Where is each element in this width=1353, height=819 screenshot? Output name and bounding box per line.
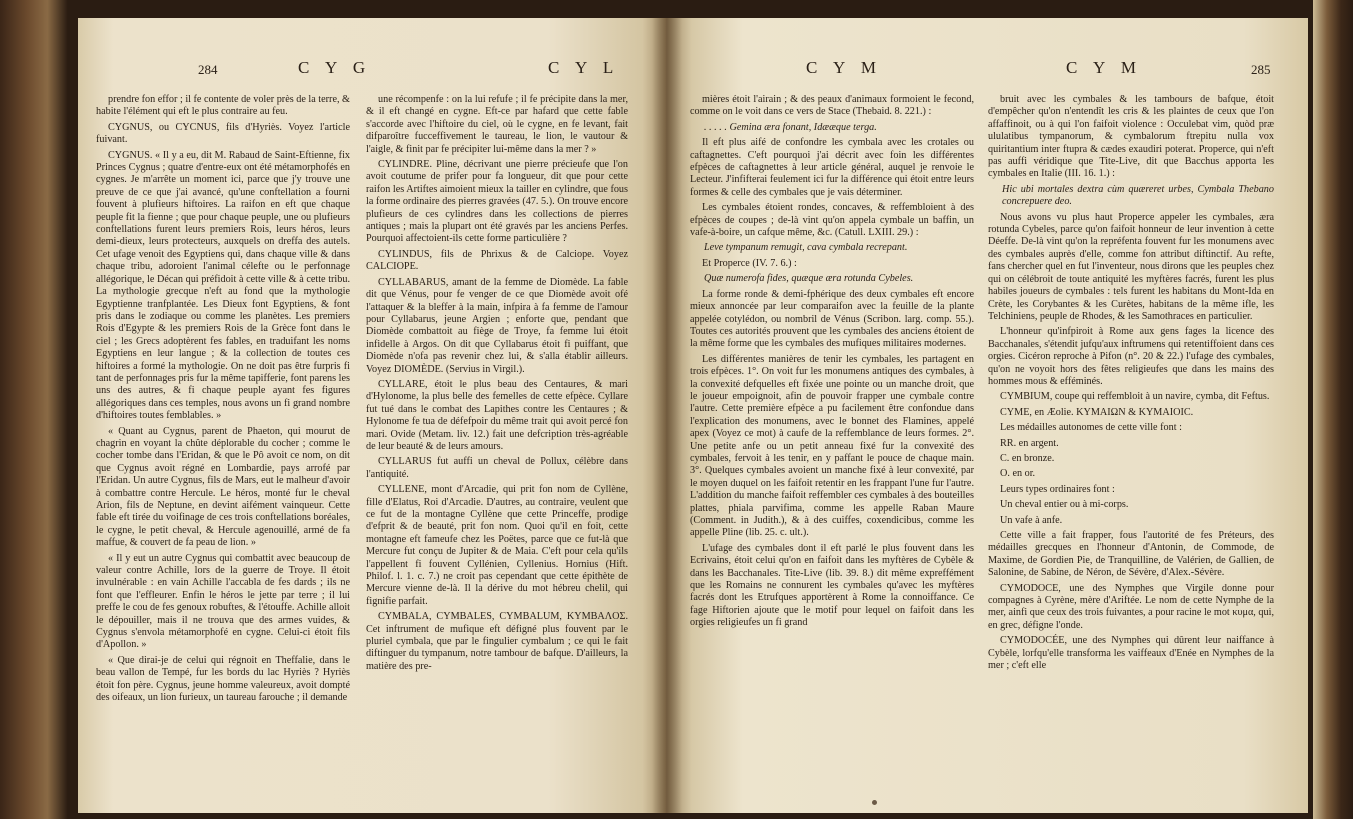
left-page: [78, 18, 666, 813]
left-page-column-2: [366, 94, 628, 806]
paragraph: Nous avons vu plus haut Properce appeler les cymbales, æra rotunda Cybeles, parce qu'on faifoit honneur de leur invention à cette Déeffe. De-là vint qu'on la repréfenta fouvent fur les monumens avec des cymbales auprès d'elle, comme fon attribut diftinctif. Au refte, fans chercher quel en fut l'inventeur, nous dirons que les peuples chez qui on célébroit de toute antiquité les myftères facrés, furent les plus habiles joueurs de cymbales : tels furent les habitans du Mont-Ida en Crète, les Corybantes & les Curètes, habitans de la même ifle, les Telchiniens, peuple de Rhodes, & les Samothraces en particulier.: [988, 211, 1274, 322]
paragraph: L'honneur qu'infpiroit à Rome aux gens fages la licence des Bacchanales, s'étendit jufqu'aux inftrumens qui retentiffoient dans ces orgies. Cicéron reproche à Pifon (n°. 20 & 22.) l'ufage des cymbales, qu'on ne voyoit hors des fêtes religieufes que dans les mains des hommes mous & efféminés.: [988, 326, 1274, 387]
paragraph: CYGNUS. « Il y a eu, dit M. Rabaud de Saint-Eftienne, fix Princes Cygnus ; quatre d'entre-eux ont été métamorphofés en cygnes. Je m'arrête un moment ici, parce que j'y trouve une preuve de ce que j'ai avancé, qu'une conftellation a fourni fouvent à plufieurs hiftoires. La raifon en eft que chaque peuple fit la fienne ; que pour chaque peuple, une ou plufieurs conftellations furent leurs premiers Rois, leurs héros, leurs demi-dieux, leurs protecteurs, auxquels on dreffa des autels. Cet ufage venoit des Egyptiens qui, dans chaque ville & dans chaque tribu, adoroient l'animal célefte ou le perfonnage allégorique, le Décan qui préfidoit à cette ville & à cette tribu. La mythologie grecque n'eft au fond que la mythologie Egyptienne tranfplantée. Les Dieux font Egyptiens, & font pris dans le zodiaque ou comme les planètes. Les premiers Rois d'Egypte & les premiers Rois de la Grèce font dans le ciel ; les Grecs adoptèrent fes fables, en traduifant les noms Egyptiens en leur langue ; & la collection de toutes ces hiftoires a formé la mythologie. On ne doit pas être furpris fi tant de perfonnages pris fur la même tapifferie, font parens les uns des autres, & fi chaque peuple ayant fes figures allégoriques dans ces temples, nous avons un fi grand nombre d'hiftoires toutes femblables. »: [96, 149, 350, 422]
paragraph: CYLINDRE. Pline, décrivant une pierre précieufe que l'on avoit coutume de prifer pour fa longueur, dit que pour cette raifon les Artiftes aimoient mieux la tailler en cylindre, que fous la forme ordinaire des pierres gravées (47. 5.). On trouve encore plufieurs de ces cylindres dans les collections de pierres antiques ; mais la plupart ont été gravés par les anciens Perfes. Pourquoi affectoient-ils cette forme particulière ?: [366, 159, 628, 245]
right-page: [666, 18, 1308, 813]
paragraph: bruit avec les cymbales & les tambours de bafque, étoit d'empêcher qu'on n'entendît les cris & les plaintes de ceux que l'on affaffinoit, ou à qui l'on faifoit violence : Occulebat vim, quòd præ ululatibus tympanorum, & cymbalorum ftrepitu nulla vox quiritantium inter ftupra & cædes exaudiri poterat. Properce, qui n'eft pas auffi véridique que Tite-Live, dit que Bacchus apporta les cymbales en Italie (III. 16. 1.) :: [988, 94, 1274, 180]
paragraph: CYMODOCÉE, une des Nymphes qui dûrent leur naiffance à Cybèle, lorfqu'elle transforma les vaiffeaux d'Enée en Nymphes de la mer ; c'eft elle: [988, 635, 1274, 672]
paragraph: Et Properce (IV. 7. 6.) :: [702, 257, 797, 269]
right-page-column-2: [988, 94, 1274, 806]
paragraph: CYLLARE, étoit le plus beau des Centaures, & mari d'Hylonome, la plus belle des femelles de cette efpèce. Cyllare fut tué dans le combat des Lapithes contre les Centaures ; & Hylonome fe tua de défefpoir du même trait qui avoit percé fon mari. Ovide (Metam. liv. 12.) fait une defcription très-agréable de leur beauté & de leurs amours.: [366, 378, 628, 452]
paragraph: CYLLENE, mont d'Arcadie, qui prit fon nom de Cyllène, fille d'Elatus, Roi d'Arcadie. D'autres, au contraire, veulent que ce fut de la montagne Cyllène que cette Princeffe, prodige d'efprit & de beauté, prit fon nom. Quoi qu'il en foit, cette montagne eft fameufe chez les Poëtes, parce que ce fut-là que Mercure fut conçu de Jupiter & de Maia. C'eft pour cela qu'ils l'appellent fi fouvent Cyllénien, Cyllenius. Hornius (Hift. Philof. l. 1. c. 7.) ne croit pas cependant que cette épithète de Mercure vienne de-là. Il la dérive du mot hébreu chelil, qui fignifie parfait.: [366, 484, 628, 607]
paragraph: Leurs types ordinaires font :: [1000, 483, 1115, 495]
paragraph: CYMBALA, CYMBALES, CYMBALUM, KYMBAΛOΣ. Cet inftrument de mufique eft défigné plus fouvent par le pluriel cymbala, que par le fingulier cymbalum ; ce qui le fait diftinguer du tympanum, notre tambour de bafque. D'ailleurs, la matière des pre-: [366, 611, 628, 672]
paragraph: C. en bronze.: [1000, 452, 1055, 464]
paragraph: CYLINDUS, fils de Phrixus & de Calciope. Voyez CALCIOPE.: [366, 248, 628, 273]
paragraph: CYMBIUM, coupe qui reffembloit à un navire, cymba, dit Feftus.: [1000, 391, 1270, 403]
paragraph: O. en or.: [1000, 468, 1036, 480]
running-head-right-1: C Y M: [806, 58, 882, 77]
running-head-left-2: C Y L: [548, 58, 620, 77]
paragraph: Un vafe à anfe.: [1000, 514, 1063, 526]
running-head-right-2: C Y M: [1066, 58, 1142, 77]
paragraph: Hic ubi mortales dextra cùm quæreret urbes, Cymbala Thebano concrepuere deo.: [1002, 183, 1274, 208]
paragraph: Les médailles autonomes de cette ville font :: [1000, 422, 1182, 434]
page-number-left: 284: [198, 62, 218, 77]
paragraph: Les cymbales étoient rondes, concaves, & reffembloient à des efpèces de coupes ; de-là vint qu'on appela cymbale un baffin, un vafe-à-boire, un cafque même, &c. (Catull. LXIII. 29.) :: [690, 202, 974, 239]
page-edges: [1313, 0, 1353, 819]
paragraph: Il eft plus aifé de confondre les cymbala avec les crotales ou caftagnettes. C'eft pourquoi j'ai décrit avec foin les différentes efpèces de caftagnettes à leur article général, auquel je renvoie le Lecteur. J'infifterai feulement ici fur la différence qui étoit entre leurs formes & celle des cymbales que je vais déterminer.: [690, 137, 974, 198]
paragraph: CYLLABARUS, amant de la femme de Diomède. La fable dit que Vénus, pour fe venger de ce que Diomède avoit ofé l'attaquer & la bleffer à la main, infpira à fa femme de l'amour pour Cyllabarus, jeune Argien ; enforte que, pendant que Diomède combattoit au fiège de Troye, fa femme lui étoit infidelle à Argos. On dit que Cyllabarus étoit fi puiffant, que Diomède n'ofa pas revenir chez lui, & s'alla établir ailleurs. Voyez DIOMÈDE. (Servius in Virgil.).: [366, 276, 628, 375]
paragraph: mières étoit l'airain ; & des peaux d'animaux formoient le fecond, comme on le voit dans ce vers de Stace (Thebaid. 8. 221.) :: [690, 94, 974, 118]
paragraph: CYGNUS, ou CYCNUS, fils d'Hyriès. Voyez l'article fuivant.: [96, 121, 350, 146]
paragraph: CYLLARUS fut auffi un cheval de Pollux, célèbre dans l'antiquité.: [366, 456, 628, 480]
paragraph: Quæ numerofa fides, quæque æra rotunda Cybeles.: [704, 273, 914, 285]
paragraph: une récompenfe : on la lui refufe ; il fe précipite dans la mer, & il eft changé en cygne. Eft-ce par hafard que cette fable s'accorde avec l'hiftoire du ciel, où le cygne, en fe levant, fait difparoître fucceffivement le taureau, le lion, le vautour & l'aigle, & finit par fe précipiter lui-même dans la mer ? »: [366, 94, 628, 155]
paragraph: « Quant au Cygnus, parent de Phaeton, qui mourut de chagrin en voyant la chûte déplorable du cocher ; comme le cocher tombe dans l'Eridan, & que le Pô avoit ce nom, on dit que Cygnus avoit régné en Lombardie, pays arrofé par l'Eridan. Un autre Cygnus, fils de Mars, eut le malheur d'avoir à combattre contre Hercule. Le héros, monté fur le cheval Arion, fils de Neptune, en devint aifément vainqueur. Cette fable eft tirée du voifinage de ces trois conftellations boréales, le cygne, le petit cheval, & Hercule agenouillé, armé de fa maffue, & couvert de fa peau de lion. »: [96, 425, 350, 549]
paragraph: « Il y eut un autre Cygnus qui combattit avec beaucoup de valeur contre Achille, lors de la guerre de Troye. Il étoit invulnérable : en vain Achille l'accabla de fes dards ; ils ne font que l'effleurer. Enfin le héros le jette par terre ; il lui preffe le cou de fes genoux robuftes, & l'étouffe. Achille alloit le dépouiller, mais il ne trouva que des armes vuides, & Cygnus s'envola métamorphofé en cygne. Celui-ci étoit fils d'Apollon. »: [96, 552, 350, 651]
paragraph: « Que dirai-je de celui qui régnoit en Theffalie, dans le beau vallon de Tempé, fur les bords du lac Hyriès ? Hyriès étoit fon père. Cygnus, jeune homme valeureux, avoit dompté des oifeaux, un lion furieux, un taureau farouche ; il demande: [96, 654, 350, 704]
left-page-column-1: [96, 94, 350, 806]
right-page-column-1: [690, 94, 974, 806]
paragraph: Leve tympanum remugit, cava cymbala recrepant.: [704, 242, 908, 254]
ink-spot: [872, 800, 877, 805]
paragraph: Cette ville a fait frapper, fous l'autorité de fes Préteurs, des médailles grecques en l'honneur d'Antonin, de Commode, de Maxime, de Gordien Pie, de Tranquilline, de Valérien, de Gallien, de Salonine, de Sabine, de Néron, de Sévère, d'Alex.-Sévère.: [988, 530, 1274, 579]
paragraph: Les différentes manières de tenir les cymbales, les partagent en trois efpèces. 1°. On voit fur les monumens antiques des cymbales, à la convexité defquelles eft fixée une pointe ou un manche droit, que le joueur empoignoit, afin de pouvoir frapper une cymbale contre l'autre. Cette première efpèce a pu facilement être confondue dans l'explication des monumens, avec le bonnet des Flamines, appelé apex (Voyez ce mot) à caufe de la reffemblance de leurs formes. 2°. Une petite anfe ou un petit anneau fixé fur la convexité des cymbales, fervoit à les tenir, en y paffant le pouce de chaque main. 3°. Quelques cymbales avoient un manche fixé à leur convexité, par le moyen duquel on les faifoit retentir en les frappant l'une fur l'autre. L'addition du manche faifoit reffembler ces cymbales à des bouteilles plattes, phiala parvifima, comme les appelle Raban Maure (Comment. in Judith.), & à des cuiffes, coxendicibus, comme les appelle Pline (lib. 25. c. ult.).: [690, 353, 974, 539]
paragraph: . . . . . Gemina æra fonant, Idææque terga.: [704, 121, 877, 133]
paragraph: CYME, en Æolie. KYMAIΩN & KYMAIOIC.: [1000, 406, 1194, 418]
paragraph: Un cheval entier ou à mi-corps.: [1000, 499, 1129, 511]
page-number-right: 285: [1251, 62, 1271, 77]
running-head-left-1: C Y G: [298, 58, 372, 77]
paragraph: La forme ronde & demi-fphérique des deux cymbales eft encore mieux annoncée par leur comparaifon avec la feuille de la plante appelée cotylédon, ou nombril de Vénus (Scribon. larg. comp. 55.). Toutes ces autorités prouvent que les cymbales des anciens étoient de la même forme que les cymbales des mufiques militaires modernes.: [690, 288, 974, 350]
paragraph: RR. en argent.: [1000, 437, 1059, 449]
paragraph: CYMODOCE, une des Nymphes que Virgile donne pour compagnes à Cyrène, mère d'Ariftée. Le nom de cette Nymphe de la mer, ainfi que ceux des trois fuivantes, a pour racine le mot κυμα, qui, en grec, défigne l'onde.: [988, 582, 1274, 631]
paragraph: L'ufage des cymbales dont il eft parlé le plus fouvent dans les Ecrivains, étoit celui qu'on en faifoit dans les myftères de Cybèle & dans les Bacchanales. Tite-Live (lib. 39. 8.) dit même expreffément que les Romains ne connurent les cymbales qu'avec les myftères facrés dont les Etrufques apportèrent à Rome la connoiffance. Ce fage Hiftorien ajoute que le motif pour lequel on faifoit dans les orgies religieufes un fi grand: [690, 542, 974, 629]
paragraph: prendre fon effor ; il fe contente de voler près de la terre, & habite l'élément qui eft le plus contraire au feu.: [96, 94, 350, 118]
book-gutter: [652, 18, 682, 813]
